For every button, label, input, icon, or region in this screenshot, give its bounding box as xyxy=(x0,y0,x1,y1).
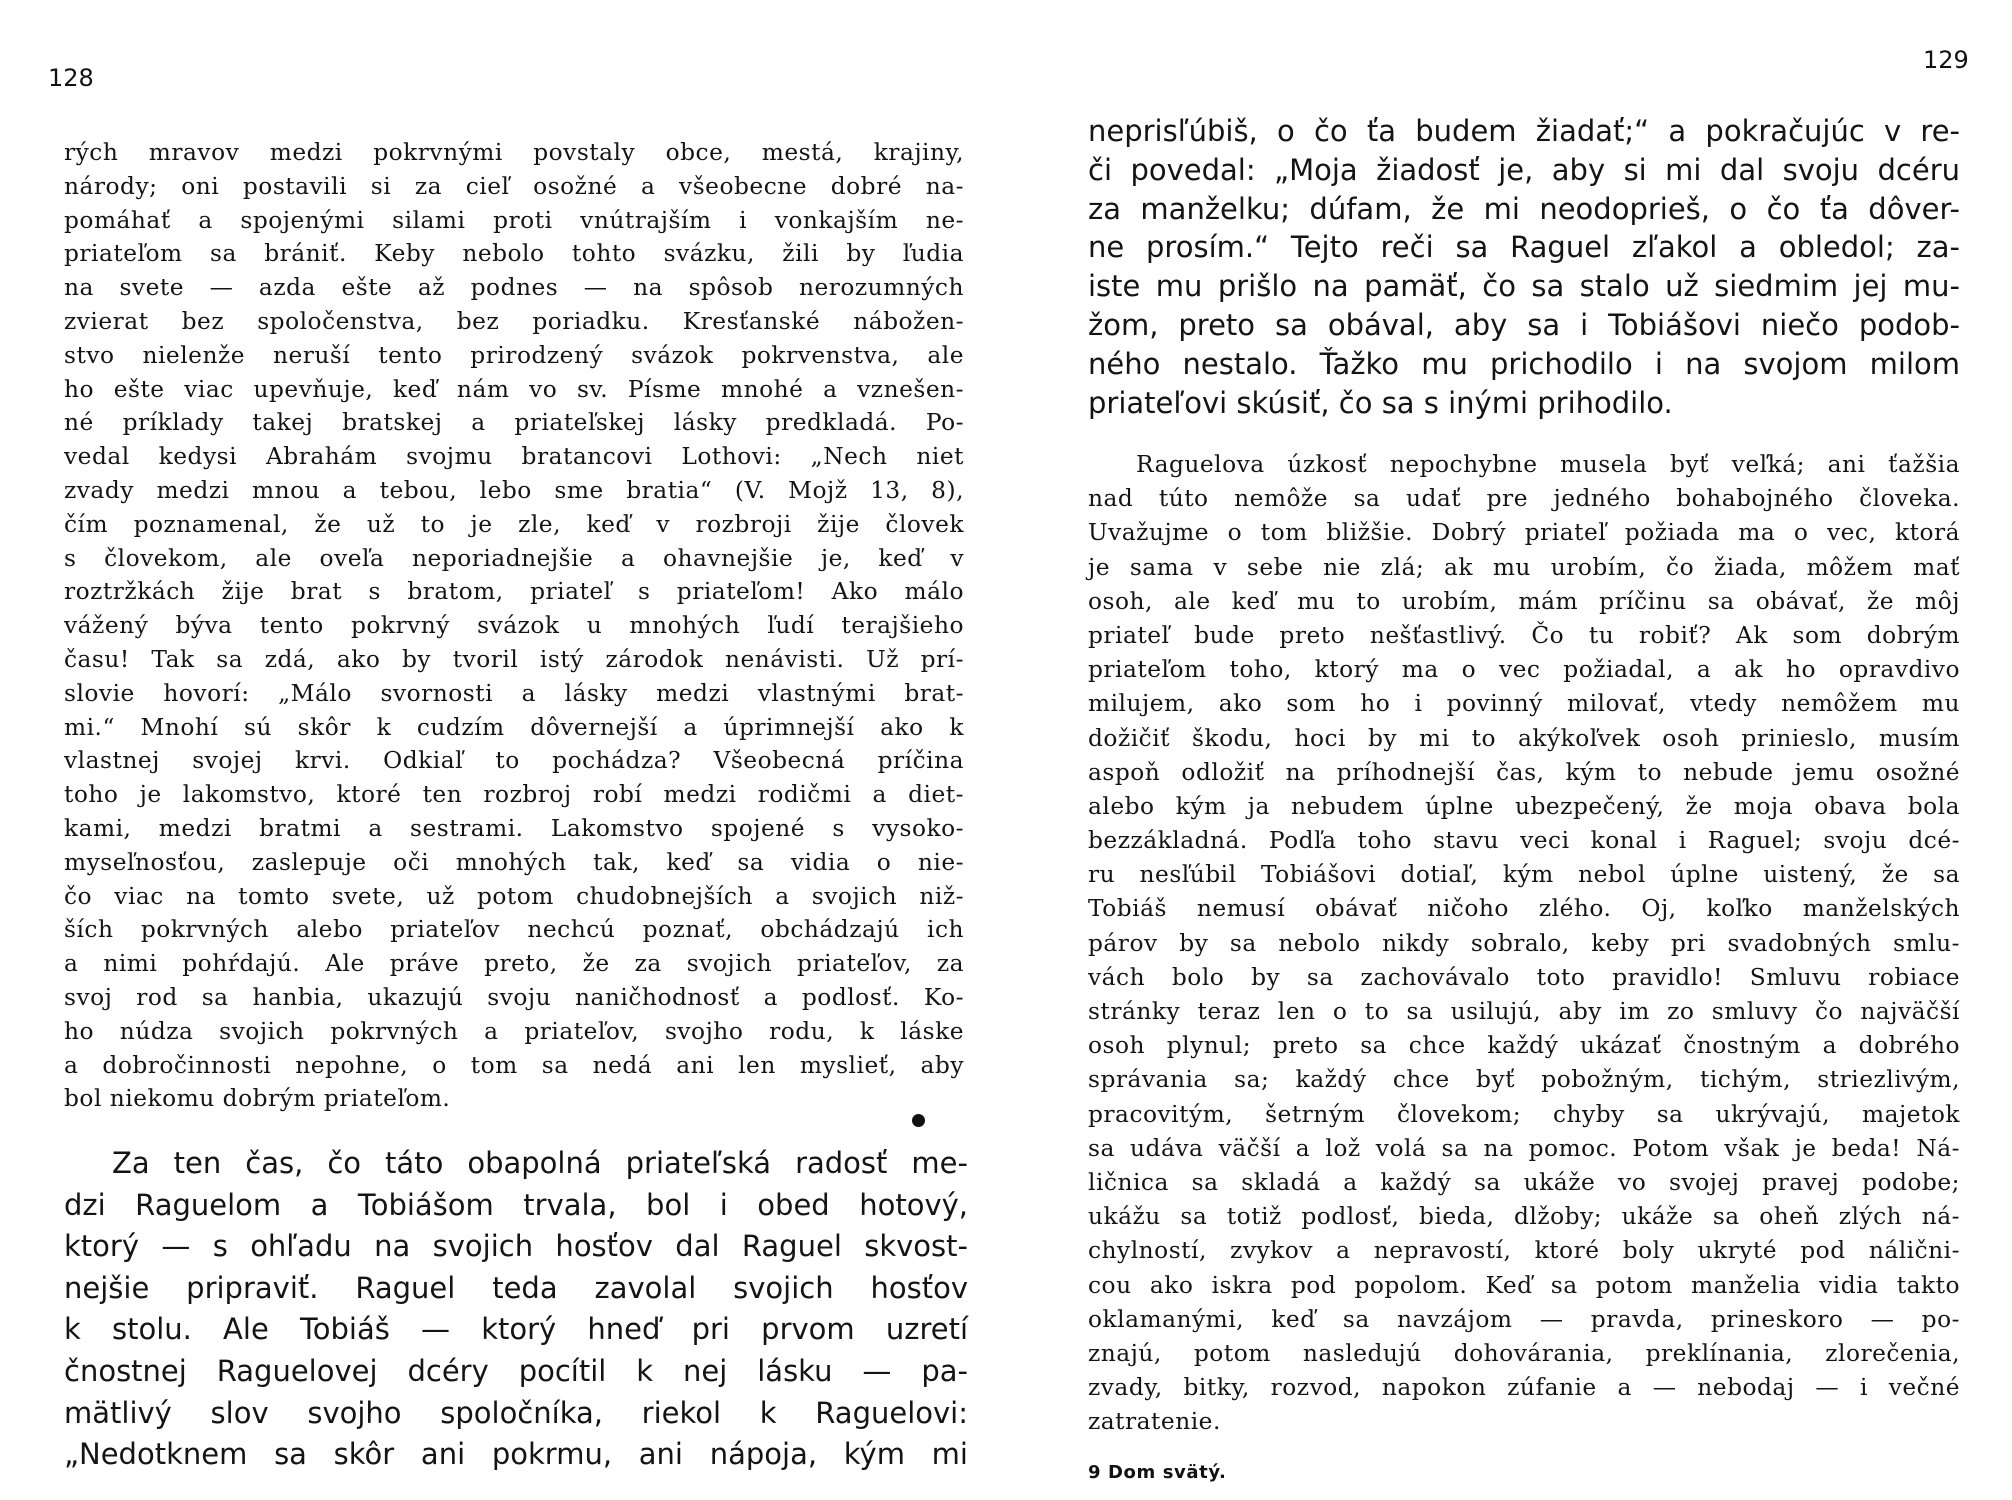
text-line: „Nedotknem sa skôr ani pokrmu, ani nápoja, kým mi xyxy=(64,1437,968,1472)
text-line: né príklady takej bratskej a priateľskej lásky predkladá. Po- xyxy=(64,409,964,437)
text-line: zvierat bez spoločenstva, bez poriadku. Kresťanské nábožen- xyxy=(64,307,964,335)
text-line: ho núdza svojich pokrvných a priateľov, svojho rodu, k láske xyxy=(64,1017,964,1045)
text-line: zvady, bitky, rozvod, napokon zúfanie a — nebodaj — i večné xyxy=(1088,1374,1960,1402)
text-line: nad túto nemôže sa udať pre jedného bohabojného človeka. xyxy=(1088,485,1960,513)
text-line: Tobiáš nemusí obávať ničoho zlého. Oj, koľko manželských xyxy=(1088,895,1960,923)
text-line: bol niekomu dobrým priateľom. xyxy=(64,1085,451,1113)
text-line: ne prosím.“ Tejto reči sa Raguel zľakol a obledol; za- xyxy=(1088,230,1960,265)
text-line: času! Tak sa zdá, ako by tvoril istý zárodok nenávisti. Už prí- xyxy=(64,645,964,673)
text-line: osoh plynul; preto sa chce každý ukázať čnostným a dobrého xyxy=(1088,1032,1960,1060)
footnote: 9 Dom svätý. xyxy=(1088,1462,1227,1483)
text-line: žom, preto sa obával, aby sa i Tobiášovi niečo podob- xyxy=(1088,307,1960,342)
left-paragraph-large xyxy=(64,1143,968,1476)
text-line: dzi Raguelom a Tobiášom trvala, bol i obed hotový, xyxy=(64,1187,968,1222)
text-line: čnostnej Raguelovej dcéry pocítil k nej lásku — pa- xyxy=(64,1353,968,1388)
text-line: priateľovi skúsiť, čo sa s inými prihodilo. xyxy=(1088,385,1673,420)
text-line: svoj rod sa hanbia, ukazujú svoju naničhodnosť a podlosť. Ko- xyxy=(64,983,964,1011)
page-number-left: 128 xyxy=(48,64,94,92)
text-line: ktorý — s ohľadu na svojich hosťov dal Raguel skvost- xyxy=(64,1229,968,1264)
text-line: zatratenie. xyxy=(1088,1408,1221,1436)
text-line: či povedal: „Moja žiadosť je, aby si mi dal svoju dcéru xyxy=(1088,152,1960,187)
text-line: priateľom toho, ktorý ma o vec požiadal, a ak ho opravdivo xyxy=(1088,656,1960,684)
text-line: Za ten čas, čo táto obapolná priateľská radosť me- xyxy=(112,1146,968,1180)
text-line: aspoň odložiť na príhodnejší čas, kým to nebude jemu osožné xyxy=(1088,758,1960,786)
text-line: ného nestalo. Ťažko mu prichodilo i na svojom milom xyxy=(1088,346,1960,381)
text-line: oklamanými, keď sa navzájom — pravda, prineskoro — po- xyxy=(1088,1305,1960,1333)
text-line: myseľnosťou, zaslepuje oči mnohých tak, keď sa vidia o nie- xyxy=(64,848,964,876)
text-line: neprisľúbiš, o čo ťa budem žiadať;“ a pokračujúc v re- xyxy=(1088,114,1960,148)
text-line: k stolu. Ale Tobiáš — ktorý hneď pri prvom uzretí xyxy=(64,1312,968,1347)
text-line: párov by sa nebolo nikdy sobralo, keby pri svadobných smlu- xyxy=(1088,929,1960,957)
text-line: stvo nielenže neruší tento prirodzený svázok pokrvenstva, ale xyxy=(64,341,964,369)
text-line: nejšie pripraviť. Raguel teda zavolal svojich hosťov xyxy=(64,1270,968,1305)
text-line: cou ako iskra pod popolom. Keď sa potom manželia vidia takto xyxy=(1088,1271,1960,1299)
text-line: národy; oni postavili si za cieľ osožné a všeobecne dobré na- xyxy=(64,172,964,200)
text-line: osoh, ale keď mu to urobím, mám príčinu sa obávať, že môj xyxy=(1088,587,1960,615)
text-line: je sama v sebe nie zlá; ak mu urobím, čo žiada, môžem mať xyxy=(1088,553,1960,581)
right-page xyxy=(1006,0,2012,1500)
text-line: na svete — azda ešte až podnes — na spôsob nerozumných xyxy=(64,274,964,302)
bullet-icon xyxy=(912,1114,925,1127)
text-line: pracovitým, šetrným človekom; chyby sa ukrývajú, majetok xyxy=(1088,1100,1960,1128)
text-line: znajú, potom nasledujú dohovárania, preklínania, zlorečenia, xyxy=(1088,1339,1960,1367)
text-line: mi.“ Mnohí sú skôr k cudzím dôvernejší a úprimnejší ako k xyxy=(64,713,964,741)
text-line: priateľom sa brániť. Keby nebolo tohto svázku, žili by ľudia xyxy=(64,240,964,268)
text-line: iste mu prišlo na pamäť, čo sa stalo už siedmim jej mu- xyxy=(1088,269,1960,304)
text-line: a nimi pohŕdajú. Ale práve preto, že za svojich priateľov, za xyxy=(64,950,964,978)
text-line: Raguelova úzkosť nepochybne musela byť veľká; ani ťažšia xyxy=(1136,451,1960,478)
text-line: za manželku; dúfam, že mi neodoprieš, o čo ťa dôver- xyxy=(1088,191,1960,226)
text-line: kami, medzi bratmi a sestrami. Lakomstvo spojené s vysoko- xyxy=(64,814,964,842)
text-line: ličnica sa skladá a každý sa ukáže vo svojej pravej podobe; xyxy=(1088,1168,1960,1196)
text-line: správania sa; každý chce byť pobožným, tichým, striezlivým, xyxy=(1088,1066,1960,1094)
text-line: priateľ bude preto nešťastlivý. Čo tu robiť? Ak som dobrým xyxy=(1088,621,1960,649)
text-line: chylností, zvykov a nepravostí, ktoré boly ukryté pod náličnі- xyxy=(1088,1237,1960,1265)
page-number-right: 129 xyxy=(1923,46,1969,74)
text-line: stránky teraz len o to sa usilujú, aby im zo smluvy čo najväčší xyxy=(1088,998,1960,1025)
text-line: a dobročinnosti nepohne, o tom sa nedá ani len myslieť, aby xyxy=(64,1051,964,1079)
text-line: bezzákladná. Podľa toho stavu veci konal i Raguel; svoju dcé- xyxy=(1088,827,1960,855)
text-line: vedal kedysi Abrahám svojmu bratancovi Lothovi: „Nech niet xyxy=(64,443,964,471)
text-line: Uvažujme o tom bližšie. Dobrý priateľ požiada ma o vec, ktorá xyxy=(1088,519,1960,547)
right-paragraph-small xyxy=(1088,448,1960,1439)
text-line: ho ešte viac upevňuje, keď nám vo sv. Písme mnohé a vznešen- xyxy=(64,375,964,403)
right-paragraph-large xyxy=(1088,112,1960,422)
text-line: milujem, ako som ho i povinný milovať, vtedy nemôžem mu xyxy=(1088,690,1960,718)
text-line: ru nesľúbil Tobiášovi dotiaľ, kým nebol úplne uistený, že sa xyxy=(1088,861,1960,889)
text-line: roztržkách žije brat s bratom, priateľ s priateľom! Ako málo xyxy=(64,578,964,606)
text-line: rých mravov medzi pokrvnými povstaly obce, mestá, krajiny, xyxy=(64,139,964,166)
text-line: alebo kým ja nebudem úplne ubezpečený, že moja obava bola xyxy=(1088,792,1960,820)
left-paragraph-small xyxy=(64,136,964,1116)
text-line: vlastnej svojej krvi. Odkiaľ to pochádza? Všeobecná príčina xyxy=(64,747,964,775)
text-line: ších pokrvných alebo priateľov nechcú poznať, obchádzajú ich xyxy=(64,916,964,944)
text-line: sa udáva väčší a lož volá sa na pomoc. Potom však je beda! Ná- xyxy=(1088,1134,1960,1162)
text-line: vážený býva tento pokrvný svázok u mnohých ľudí terajšieho xyxy=(64,612,964,640)
text-line: vách bolo by sa zachovávalo toto pravidlo! Smluvu robiace xyxy=(1088,963,1960,991)
text-line: s človekom, ale oveľa neporiadnejšie a ohavnejšie je, keď v xyxy=(64,544,964,572)
text-line: pomáhať a spojenými silami proti vnútrajším i vonkajším ne- xyxy=(64,206,964,234)
text-line: ukážu sa totiž podlosť, bieda, dlžoby; ukáže sa oheň zlých ná- xyxy=(1088,1203,1960,1231)
text-line: čo viac na tomto svete, už potom chudobnejších a svojich niž- xyxy=(64,882,964,910)
text-line: toho je lakomstvo, ktoré ten rozbroj robí medzi rodičmi a diet- xyxy=(64,781,964,809)
text-line: mätlivý slov svojho spoločníka, riekol k Raguelovi: xyxy=(64,1395,968,1430)
text-line: slovie hovorí: „Málo svornosti a lásky medzi vlastnými brat- xyxy=(64,679,964,707)
text-line: zvady medzi mnou a tebou, lebo sme bratia“ (V. Mojž 13, 8), xyxy=(64,476,964,504)
text-line: dožičiť škodu, hoci by mi to akýkoľvek osoh prinieslo, musím xyxy=(1088,724,1960,752)
text-line: čím poznamenal, že už to je zle, keď v rozbroji žije človek xyxy=(64,510,964,538)
